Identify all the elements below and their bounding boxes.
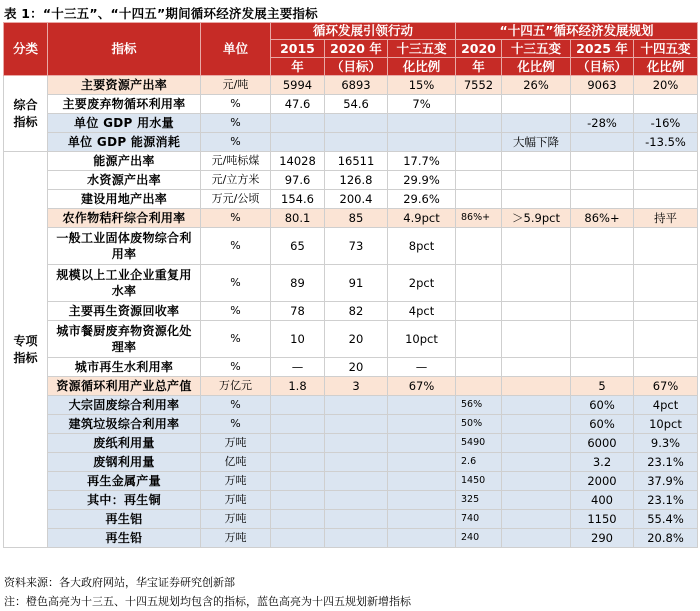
change-13th: 67% — [388, 377, 456, 396]
header-unit: 单位 — [201, 23, 271, 76]
change-13th-b — [502, 321, 571, 358]
table-row — [4, 152, 698, 171]
value-2020 — [456, 190, 502, 209]
value-2025-target: 60% — [571, 415, 634, 434]
change-13th-b — [502, 415, 571, 434]
value-2020-target: 73 — [325, 228, 388, 265]
change-14th: 23.1% — [634, 453, 698, 472]
unit-cell: 元/吨标煤 — [201, 152, 271, 171]
change-14th — [634, 358, 698, 377]
change-13th: 10pct — [388, 321, 456, 358]
table-row — [4, 491, 698, 510]
value-2015: 80.1 — [271, 209, 325, 228]
indicator-name: 其中：再生铜 — [48, 491, 201, 510]
value-2015: 47.6 — [271, 95, 325, 114]
table-row — [4, 171, 698, 190]
indicator-name: 农作物秸秆综合利用率 — [48, 209, 201, 228]
indicator-name: 主要再生资源回收率 — [48, 302, 201, 321]
change-13th: 4.9pct — [388, 209, 456, 228]
value-2020-target: 3 — [325, 377, 388, 396]
indicator-name: 再生金属产量 — [48, 472, 201, 491]
header-13th-change: 十三五变 — [388, 40, 456, 58]
value-2020 — [456, 95, 502, 114]
value-2015 — [271, 114, 325, 133]
value-2020-target: 91 — [325, 265, 388, 302]
table-row — [4, 321, 698, 358]
table-row — [4, 453, 698, 472]
header-14th-change: 十四五变 — [634, 40, 698, 58]
value-2015: 89 — [271, 265, 325, 302]
indicator-name: 建筑垃圾综合利用率 — [48, 415, 201, 434]
unit-cell: 元/立方米 — [201, 171, 271, 190]
unit-cell: % — [201, 209, 271, 228]
indicator-table-wrapper — [3, 22, 697, 548]
source-note: 资料来源：各大政府网站，华宝证券研究创新部 — [4, 576, 235, 589]
change-13th — [388, 453, 456, 472]
unit-cell: 万吨 — [201, 491, 271, 510]
change-13th-b — [502, 95, 571, 114]
change-14th — [634, 302, 698, 321]
table-row — [4, 396, 698, 415]
unit-cell: % — [201, 95, 271, 114]
highlight-note: 注：橙色高亮为十三五、十四五规划均包含的指标，蓝色高亮为十四五规划新增指标 — [4, 595, 411, 608]
table-row — [4, 510, 698, 529]
value-2015 — [271, 491, 325, 510]
value-2015 — [271, 453, 325, 472]
value-2025-target — [571, 358, 634, 377]
header-13th-change-sub: 化比例 — [388, 58, 456, 76]
change-14th: 37.9% — [634, 472, 698, 491]
change-13th-b — [502, 171, 571, 190]
value-2020 — [456, 302, 502, 321]
header-2020: 2020 — [456, 40, 502, 58]
header-13th-change-b: 十三五变 — [502, 40, 571, 58]
value-2020-target — [325, 133, 388, 152]
unit-cell: % — [201, 358, 271, 377]
value-2020-target: 85 — [325, 209, 388, 228]
unit-cell: % — [201, 133, 271, 152]
change-13th — [388, 472, 456, 491]
change-13th-b — [502, 529, 571, 548]
change-13th — [388, 434, 456, 453]
value-2020-target: 54.6 — [325, 95, 388, 114]
unit-cell: 万亿元 — [201, 377, 271, 396]
change-13th: 8pct — [388, 228, 456, 265]
change-14th — [634, 152, 698, 171]
value-2025-target — [571, 321, 634, 358]
table-row — [4, 190, 698, 209]
change-14th — [634, 190, 698, 209]
indicator-name: 再生铝 — [48, 510, 201, 529]
table-row — [4, 529, 698, 548]
value-2020-target: 16511 — [325, 152, 388, 171]
change-14th: 67% — [634, 377, 698, 396]
change-13th-b: 大幅下降 — [502, 133, 571, 152]
value-2020-target — [325, 491, 388, 510]
value-2015: 154.6 — [271, 190, 325, 209]
table-row — [4, 302, 698, 321]
change-13th: 4pct — [388, 302, 456, 321]
value-2020: 7552 — [456, 76, 502, 95]
value-2015 — [271, 472, 325, 491]
header-2025-target-sub: （目标） — [571, 58, 634, 76]
value-2015 — [271, 529, 325, 548]
value-2025-target — [571, 133, 634, 152]
value-2015 — [271, 415, 325, 434]
value-2015: 1.8 — [271, 377, 325, 396]
change-13th: 29.9% — [388, 171, 456, 190]
change-13th — [388, 415, 456, 434]
value-2020: 740 — [456, 510, 502, 529]
change-13th — [388, 491, 456, 510]
value-2020-target — [325, 114, 388, 133]
change-13th-b — [502, 265, 571, 302]
value-2020-target: 20 — [325, 358, 388, 377]
unit-cell: % — [201, 114, 271, 133]
change-14th — [634, 321, 698, 358]
indicator-name: 主要资源产出率 — [48, 76, 201, 95]
value-2015: 5994 — [271, 76, 325, 95]
indicator-name: 废钢利用量 — [48, 453, 201, 472]
value-2020-target — [325, 396, 388, 415]
table-row — [4, 434, 698, 453]
value-2025-target — [571, 302, 634, 321]
unit-cell: 万吨 — [201, 529, 271, 548]
indicator-name: 单位 GDP 用水量 — [48, 114, 201, 133]
value-2020: 240 — [456, 529, 502, 548]
value-2025-target: -28% — [571, 114, 634, 133]
unit-cell: 元/吨 — [201, 76, 271, 95]
value-2020-target: 20 — [325, 321, 388, 358]
value-2020: 2.6 — [456, 453, 502, 472]
value-2020-target — [325, 434, 388, 453]
indicator-table — [3, 22, 698, 548]
change-14th — [634, 228, 698, 265]
value-2020-target — [325, 453, 388, 472]
change-13th — [388, 133, 456, 152]
value-2020 — [456, 265, 502, 302]
value-2025-target: 3.2 — [571, 453, 634, 472]
unit-cell: 万吨 — [201, 434, 271, 453]
change-13th: 2pct — [388, 265, 456, 302]
category-comprehensive: 综合 指标 — [4, 76, 48, 152]
value-2025-target: 6000 — [571, 434, 634, 453]
header-2020-year: 年 — [456, 58, 502, 76]
value-2025-target — [571, 171, 634, 190]
unit-cell: 万元/公顷 — [201, 190, 271, 209]
value-2025-target: 290 — [571, 529, 634, 548]
value-2020 — [456, 114, 502, 133]
change-13th-b: ＞5.9pct — [502, 209, 571, 228]
change-14th: -13.5% — [634, 133, 698, 152]
table-row — [4, 358, 698, 377]
change-13th-b: 26% — [502, 76, 571, 95]
table-row — [4, 133, 698, 152]
value-2020: 56% — [456, 396, 502, 415]
value-2020: 325 — [456, 491, 502, 510]
value-2020 — [456, 152, 502, 171]
change-13th-b — [502, 302, 571, 321]
change-13th: — — [388, 358, 456, 377]
change-13th — [388, 396, 456, 415]
value-2020: 1450 — [456, 472, 502, 491]
change-14th: 55.4% — [634, 510, 698, 529]
value-2020 — [456, 377, 502, 396]
change-13th-b — [502, 228, 571, 265]
value-2025-target: 9063 — [571, 76, 634, 95]
indicator-name: 规模以上工业企业重复用 水率 — [48, 265, 201, 302]
change-13th-b — [502, 453, 571, 472]
value-2015: 78 — [271, 302, 325, 321]
indicator-name: 城市再生水利用率 — [48, 358, 201, 377]
change-14th — [634, 95, 698, 114]
value-2015 — [271, 510, 325, 529]
header-2020-target: 2020 年 — [325, 40, 388, 58]
change-14th — [634, 171, 698, 190]
change-14th: 10pct — [634, 415, 698, 434]
change-13th: 15% — [388, 76, 456, 95]
value-2025-target: 2000 — [571, 472, 634, 491]
value-2015 — [271, 396, 325, 415]
change-14th: 23.1% — [634, 491, 698, 510]
change-13th-b — [502, 510, 571, 529]
table-row — [4, 228, 698, 265]
value-2025-target — [571, 228, 634, 265]
value-2020-target — [325, 510, 388, 529]
change-13th — [388, 510, 456, 529]
indicator-name: 城市餐厨废弃物资源化处 理率 — [48, 321, 201, 358]
value-2025-target: 86%+ — [571, 209, 634, 228]
indicator-name: 大宗固废综合利用率 — [48, 396, 201, 415]
table-row — [4, 415, 698, 434]
value-2025-target: 5 — [571, 377, 634, 396]
header-13th-change-b-sub: 化比例 — [502, 58, 571, 76]
indicator-name: 再生铅 — [48, 529, 201, 548]
table-row — [4, 76, 698, 95]
value-2025-target — [571, 190, 634, 209]
value-2020-target — [325, 415, 388, 434]
change-13th-b — [502, 152, 571, 171]
change-14th: 20% — [634, 76, 698, 95]
change-13th-b — [502, 472, 571, 491]
change-13th-b — [502, 491, 571, 510]
value-2020: 86%+ — [456, 209, 502, 228]
table-row — [4, 265, 698, 302]
indicator-name: 建设用地产出率 — [48, 190, 201, 209]
change-13th — [388, 529, 456, 548]
table-row — [4, 95, 698, 114]
unit-cell: % — [201, 302, 271, 321]
value-2025-target — [571, 152, 634, 171]
header-indicator: 指标 — [48, 23, 201, 76]
change-13th-b — [502, 358, 571, 377]
table-row — [4, 209, 698, 228]
value-2015 — [271, 133, 325, 152]
value-2020 — [456, 171, 502, 190]
value-2020 — [456, 321, 502, 358]
value-2025-target: 400 — [571, 491, 634, 510]
value-2020-target — [325, 472, 388, 491]
change-13th: 17.7% — [388, 152, 456, 171]
change-14th: 持平 — [634, 209, 698, 228]
change-14th: 4pct — [634, 396, 698, 415]
value-2020-target: 200.4 — [325, 190, 388, 209]
header-group-14th: “十四五”循环经济发展规划 — [456, 23, 698, 40]
category-special: 专项 指标 — [4, 152, 48, 548]
indicator-name: 水资源产出率 — [48, 171, 201, 190]
change-13th: 7% — [388, 95, 456, 114]
value-2020: 5490 — [456, 434, 502, 453]
change-13th-b — [502, 114, 571, 133]
unit-cell: % — [201, 415, 271, 434]
header-14th-change-sub: 化比例 — [634, 58, 698, 76]
unit-cell: 亿吨 — [201, 453, 271, 472]
value-2015: 10 — [271, 321, 325, 358]
header-category: 分类 — [4, 23, 48, 76]
value-2015: — — [271, 358, 325, 377]
value-2020-target — [325, 529, 388, 548]
unit-cell: % — [201, 396, 271, 415]
value-2025-target: 1150 — [571, 510, 634, 529]
change-14th: 9.3% — [634, 434, 698, 453]
value-2020: 50% — [456, 415, 502, 434]
unit-cell: 万吨 — [201, 472, 271, 491]
value-2015: 65 — [271, 228, 325, 265]
header-2025-target: 2025 年 — [571, 40, 634, 58]
indicator-name: 废纸利用量 — [48, 434, 201, 453]
value-2015 — [271, 434, 325, 453]
indicator-name: 能源产出率 — [48, 152, 201, 171]
indicator-name: 资源循环利用产业总产值 — [48, 377, 201, 396]
unit-cell: % — [201, 265, 271, 302]
value-2015: 14028 — [271, 152, 325, 171]
header-group-13th: 循环发展引领行动 — [271, 23, 456, 40]
table-title: 表 1：“十三五”、“十四五”期间循环经济发展主要指标 — [4, 6, 318, 21]
value-2020-target: 82 — [325, 302, 388, 321]
change-13th-b — [502, 396, 571, 415]
change-14th — [634, 265, 698, 302]
change-14th: -16% — [634, 114, 698, 133]
table-body — [4, 76, 698, 548]
indicator-name: 主要废弃物循环利用率 — [48, 95, 201, 114]
value-2020 — [456, 228, 502, 265]
value-2015: 97.6 — [271, 171, 325, 190]
header-2020-target-sub: （目标） — [325, 58, 388, 76]
indicator-name: 一般工业固体废物综合利 用率 — [48, 228, 201, 265]
value-2020 — [456, 358, 502, 377]
header-2015-year: 年 — [271, 58, 325, 76]
table-row — [4, 114, 698, 133]
table-row — [4, 472, 698, 491]
header-2015: 2015 — [271, 40, 325, 58]
change-13th-b — [502, 377, 571, 396]
indicator-name: 单位 GDP 能源消耗 — [48, 133, 201, 152]
value-2020-target: 6893 — [325, 76, 388, 95]
value-2025-target — [571, 95, 634, 114]
value-2020 — [456, 133, 502, 152]
value-2020-target: 126.8 — [325, 171, 388, 190]
change-13th-b — [502, 190, 571, 209]
table-row — [4, 377, 698, 396]
change-13th: 29.6% — [388, 190, 456, 209]
value-2025-target: 60% — [571, 396, 634, 415]
change-13th — [388, 114, 456, 133]
unit-cell: % — [201, 321, 271, 358]
change-14th: 20.8% — [634, 529, 698, 548]
value-2025-target — [571, 265, 634, 302]
change-13th-b — [502, 434, 571, 453]
unit-cell: % — [201, 228, 271, 265]
unit-cell: 万吨 — [201, 510, 271, 529]
